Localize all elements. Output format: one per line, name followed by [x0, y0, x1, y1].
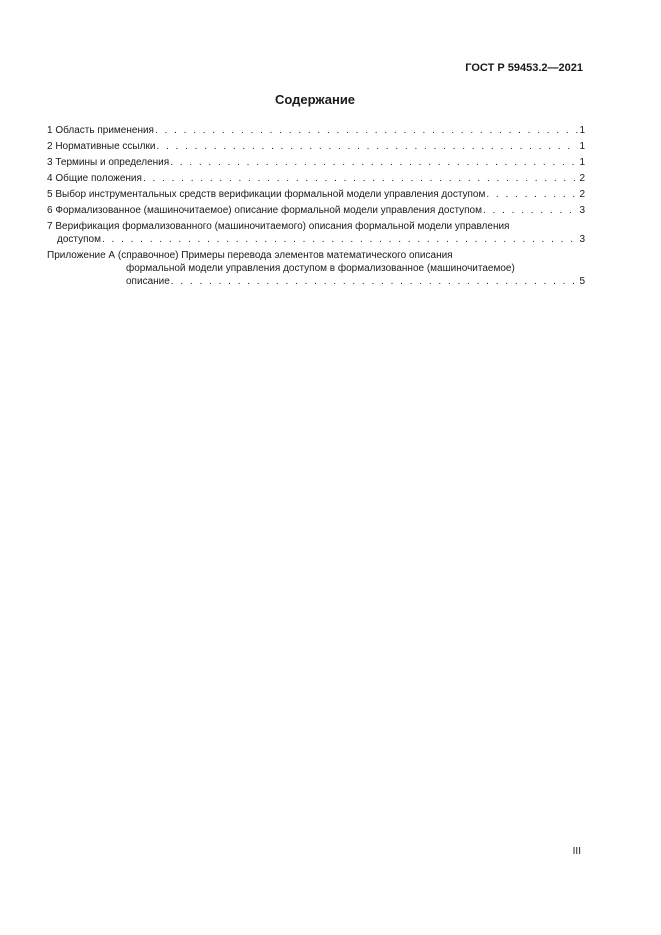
toc-item-appendix[interactable]: [47, 249, 585, 288]
toc-item-label: 3 Термины и определения: [47, 157, 170, 168]
toc-item-page: 1: [579, 125, 585, 136]
toc-item-label: 6 Формализованное (машиночитаемое) описание формальной модели управления доступом: [47, 205, 482, 216]
toc-item[interactable]: [47, 124, 585, 137]
toc-item-label: 1 Область применения: [47, 125, 154, 136]
toc-item-label-line1: Приложение А (справочное) Примеры перевода элементов математического описания: [47, 250, 453, 261]
toc-item-label: 5 Выбор инструментальных средств верификации формальной модели управления доступом: [47, 189, 486, 200]
toc-item-label: 4 Общие положения: [47, 173, 142, 184]
table-of-contents: [47, 124, 585, 291]
toc-item[interactable]: [47, 204, 585, 217]
document-code: ГОСТ Р 59453.2—2021: [465, 62, 583, 74]
toc-leader-dots: [143, 172, 579, 185]
toc-leader-dots: [156, 140, 578, 153]
toc-item-label: 2 Нормативные ссылки: [47, 141, 156, 152]
toc-item-page: 1: [579, 141, 585, 152]
toc-item-page: 3: [579, 205, 585, 216]
toc-item-page: 3: [579, 234, 585, 245]
toc-item[interactable]: [47, 172, 585, 185]
toc-item-label-line2: доступом: [57, 234, 101, 245]
toc-leader-dots: [486, 188, 578, 201]
toc-leader-dots: [102, 233, 578, 246]
toc-item[interactable]: [47, 140, 585, 153]
toc-leader-dots: [170, 156, 578, 169]
toc-item-label-line1: 7 Верификация формализованного (машиночитаемого) описания формальной модели управления: [47, 221, 510, 232]
page-number: III: [572, 846, 581, 857]
toc-item-page: 2: [579, 173, 585, 184]
toc-item-page: 5: [579, 276, 585, 287]
toc-leader-dots: [171, 275, 579, 288]
toc-item[interactable]: [47, 188, 585, 201]
toc-item-page: 1: [579, 157, 585, 168]
toc-item-page: 2: [579, 189, 585, 200]
toc-leader-dots: [483, 204, 578, 217]
toc-title: Содержание: [274, 92, 356, 107]
toc-item-label-line3: описание: [126, 276, 170, 287]
toc-item[interactable]: [47, 156, 585, 169]
toc-item-label-line2: формальной модели управления доступом в формализованное (машиночитаемое): [126, 263, 515, 274]
toc-item[interactable]: [47, 220, 585, 246]
toc-leader-dots: [155, 124, 578, 137]
